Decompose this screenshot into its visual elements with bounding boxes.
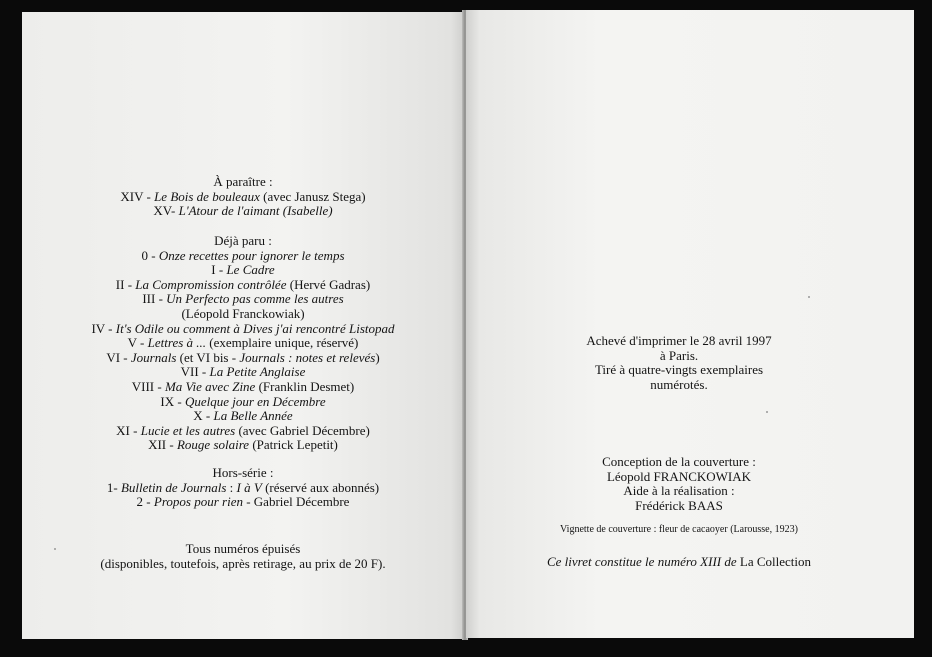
list-item: (Léopold Franckowiak) <box>181 305 305 321</box>
list-item: 2 - Propos pour rien - Gabriel Décembre <box>136 494 350 510</box>
list-item: VI - Journals (et VI bis - Journals : notes et relevés) <box>106 349 380 365</box>
colophon-line: Achevé d'imprimer le 28 avril 1997 <box>586 333 772 348</box>
colophon-line: Tiré à quatre-vingts exemplaires <box>594 362 764 378</box>
list-item: X - La Belle Année <box>193 408 293 424</box>
left-page <box>22 12 464 639</box>
list-item: XV- L'Atour de l'aimant (Isabelle) <box>153 203 333 219</box>
forthcoming-heading: À paraître : <box>213 174 273 189</box>
list-item: VII - La Petite Anglaise <box>180 364 306 380</box>
collection-statement <box>466 555 892 570</box>
special-section <box>22 466 464 510</box>
colophon <box>466 334 892 392</box>
credits-line: Aide à la réalisation : <box>623 483 735 499</box>
colophon-line: à Paris. <box>659 347 699 363</box>
list-item: IX - Quelque jour en Décembre <box>160 393 326 409</box>
availability-note <box>22 542 464 571</box>
list-item: XIV - Le Bois de bouleaux (avec Janusz Stega) <box>120 188 366 204</box>
list-item: XI - Lucie et les autres (avec Gabriel Décembre) <box>116 422 370 438</box>
colophon-line: numérotés. <box>650 376 708 392</box>
credits-line: Frédérick BAAS <box>635 497 723 513</box>
paper-speck <box>54 548 56 550</box>
credits-line: Conception de la couverture : <box>602 454 756 469</box>
list-item: II - La Compromission contrôlée (Hervé Gadras) <box>115 276 371 292</box>
collection-italic: Ce livret constitue le numéro XIII de <box>546 554 737 569</box>
credits-line: Léopold FRANCKOWIAK <box>606 468 752 484</box>
paper-speck <box>808 296 810 298</box>
list-item: IV - It's Odile ou comment à Dives j'ai rencontré Listopad <box>91 320 395 336</box>
published-section <box>22 234 464 453</box>
list-item: 0 - Onze recettes pour ignorer le temps <box>141 247 345 263</box>
forthcoming-section <box>22 175 464 219</box>
list-item: V - Lettres à ... (exemplaire unique, réservé) <box>127 335 359 351</box>
special-heading: Hors-série : <box>212 465 274 480</box>
list-item: III - Un Perfecto pas comme les autres <box>142 291 344 307</box>
note-line: Tous numéros épuisés <box>185 541 301 556</box>
list-item: XII - Rouge solaire (Patrick Lepetit) <box>148 437 338 453</box>
list-item: 1- Bulletin de Journals : I à V (réservé aux abonnés) <box>106 479 380 495</box>
list-item: VIII - Ma Vie avec Zine (Franklin Desmet) <box>131 378 355 394</box>
collection-name: La Collection <box>736 554 812 569</box>
note-line: (disponibles, toutefois, après retirage, au prix de 20 F). <box>100 555 386 571</box>
list-item: I - Le Cadre <box>211 262 275 278</box>
credits <box>466 455 892 513</box>
published-heading: Déjà paru : <box>214 233 272 248</box>
right-page <box>466 10 914 638</box>
vignette-credit: Vignette de couverture : fleur de cacaoyer (Larousse, 1923) <box>560 524 798 535</box>
paper-speck <box>766 411 768 413</box>
